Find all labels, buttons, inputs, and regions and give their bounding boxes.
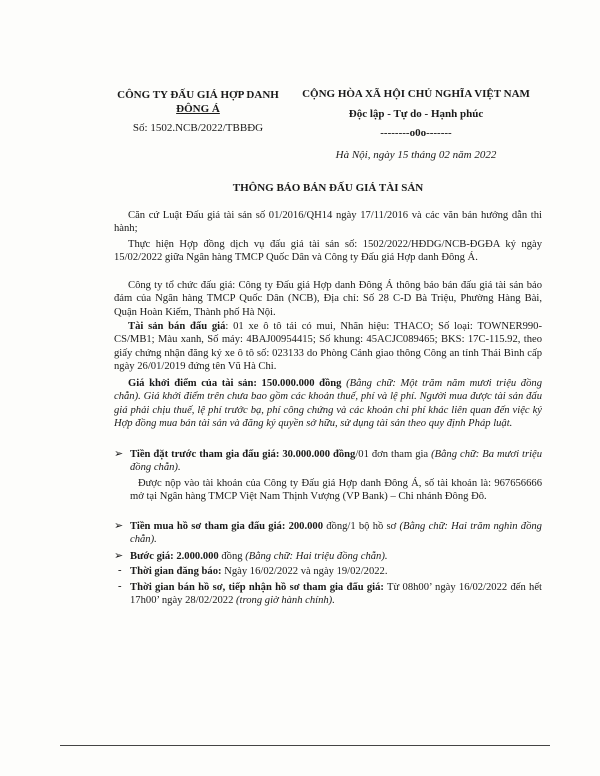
deposit-unit: /01 đơn tham gia	[355, 449, 432, 460]
paragraph-dossier-fee	[130, 520, 542, 547]
header-divider: --------o0o-------	[380, 127, 452, 139]
publication-dates: Ngày 16/02/2022 và ngày 19/02/2022.	[221, 566, 388, 577]
paragraph-price-step	[130, 550, 542, 563]
price-step-unit: đồng	[218, 551, 246, 562]
paragraph-organizer: Công ty tổ chức đấu giá: Công ty Đấu giá Hợp danh Đông Á thông báo bán đấu giá tài sản bảo đảm của Ngân hàng TMCP Quốc Dân (NCB), Địa chỉ: Số 28 C-D Bà Triệu, Phường Hàng Bài, Quận Hoàn Kiếm, Thành phố Hà Nội.	[114, 280, 542, 318]
price-step-label: Bước giá: 2.000.000	[130, 551, 219, 562]
paragraph-legal-basis: Căn cứ Luật Đấu giá tài sản số 01/2016/QH14 ngày 17/11/2016 và các văn bản hướng dẫn thi hành;	[114, 210, 542, 235]
deposit-label: Tiền đặt trước tham gia đấu giá: 30.000.000 đồng	[130, 449, 356, 460]
dossier-fee-words: (Bằng chữ: Hai trăm nghìn đồng chẵn).	[130, 521, 542, 546]
arrow-bullet-dossier-fee: ➢	[114, 520, 124, 532]
document-title: THÔNG BÁO BÁN ĐẤU GIÁ TÀI SẢN	[232, 182, 424, 194]
paragraph-publication	[130, 565, 542, 578]
paragraph-deposit	[130, 448, 542, 475]
arrow-bullet-deposit: ➢	[114, 448, 124, 460]
starting-price-label: Giá khởi điểm của tài sản: 150.000.000 đồng	[128, 378, 342, 389]
paragraph-contract: Thực hiện Hợp đồng dịch vụ đấu giá tài sản số: 1502/2022/HĐDG/NCB-ĐGĐA ký ngày 15/02/2022 giữa Ngân hàng TMCP Quốc Dân và Công ty Đấu giá Hợp danh Đông Á.	[114, 239, 542, 264]
sale-period-label: Thời gian bán hồ sơ, tiếp nhận hồ sơ tham gia đấu giá:	[130, 582, 384, 593]
starting-price-words: (Bằng chữ: Một trăm năm mươi triệu đồng chẵn). Giá khởi điểm trên chưa bao gồm các khoản thuế, phí và lệ phí. Người mua được tài sản đấu giá phải chịu thuế, lệ phí trước bạ, phí công chứng và các khoản chi phí khác liên quan đến việc ký Hợp đồng mua bán tài sản và đăng ký quyền sở hữu, sử dụng tài sản theo quy định Pháp luật.	[114, 378, 542, 430]
paragraph-bank-account: Được nộp vào tài khoản của Công ty Đấu giá Hợp danh Đông Á, số tài khoản là: 967656666 mở tại Ngân hàng TMCP Việt Nam Thịnh Vượng (VP Bank) – Chi nhánh Đông Đô.	[130, 478, 542, 503]
deposit-words: (Bằng chữ: Ba mươi triệu đồng chẵn).	[130, 449, 543, 474]
sale-period-dates: Từ 08h00’ ngày 16/02/2022 đến hết 17h00’ ngày 28/02/2022	[130, 582, 542, 607]
price-step-words: (Bằng chữ: Hai triệu đồng chẵn).	[245, 551, 388, 562]
arrow-bullet-price-step: ➢	[114, 550, 124, 562]
publication-label: Thời gian đăng báo:	[130, 566, 222, 577]
doc-number: Số: 1502.NCB/2022/TBBĐG	[132, 122, 264, 134]
dash-bullet-sale-period: -	[118, 581, 122, 592]
dossier-fee-label: Tiền mua hồ sơ tham gia đấu giá: 200.000	[130, 521, 324, 532]
sale-period-note: (trong giờ hành chính).	[236, 595, 335, 607]
paragraph-asset	[114, 320, 542, 374]
bottom-rule	[60, 745, 550, 746]
issue-date: Hà Nội, ngày 15 tháng 02 năm 2022	[335, 149, 497, 161]
company-name-line2: ĐÔNG Á	[176, 103, 220, 115]
dash-bullet-publication: -	[118, 565, 122, 576]
country-name: CỘNG HÒA XÃ HỘI CHỦ NGHĨA VIỆT NAM	[302, 88, 530, 100]
asset-description: : 01 xe ô tô tải có mui, Nhãn hiệu: THACO; Số loại: TOWNER990-CS/MB1; Màu xanh, Số máy: 4BAJ00954415; Số khung: 45ACJC089465; BKS: 17C-115.92, theo giấy chứng nhận đăng ký xe ô tô số: 023133 do Phòng Cảnh giao thông Công an tỉnh Thái Bình cấp ngày 26/01/2019 đứng tên Vũ Hà Chi.	[114, 321, 542, 373]
company-name	[108, 88, 288, 116]
company-name-line1: CÔNG TY ĐẤU GIÁ HỢP DANH	[117, 89, 279, 101]
paragraph-sale-period	[130, 581, 542, 608]
paragraph-starting-price	[114, 377, 542, 431]
asset-label: Tài sản bán đấu giá	[128, 321, 226, 332]
dossier-fee-unit: đồng/1 bộ hồ sơ	[323, 521, 400, 532]
motto: Độc lập - Tự do - Hạnh phúc	[348, 108, 484, 120]
